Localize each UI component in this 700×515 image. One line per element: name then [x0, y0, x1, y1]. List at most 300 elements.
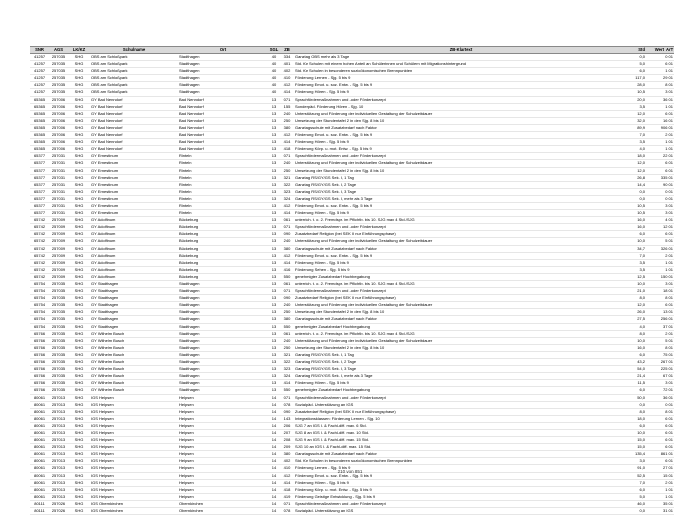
- cell-zb-klartext: Ganztag RS/GY/GS Sek. I, mehr als 3 Tage: [294, 373, 628, 380]
- table-row: [30, 188, 674, 195]
- cell-zb-klartext: Umsetzung der Stundentafel 2 in den Sjg. 8 bis 10: [294, 344, 628, 351]
- table-row: [30, 259, 674, 266]
- cell-schulname: GY Adolfinum: [90, 266, 178, 273]
- cell-zb-klartext: Umsetzung der Stundentafel 2 in den Sjg. 8 bis 10: [294, 167, 628, 174]
- cell-ags: 257031: [49, 181, 68, 188]
- cell-sgl: 13: [268, 245, 280, 252]
- cell-lkkz: SHG: [68, 217, 90, 224]
- cell-snr: 41257: [30, 54, 49, 61]
- cell-lkkz: SHG: [68, 139, 90, 146]
- cell-snr: 65365: [30, 139, 49, 146]
- cell-lkkz: SHG: [68, 387, 90, 394]
- cell-ags: 257026: [49, 508, 68, 515]
- table-row: [30, 75, 674, 82]
- cell-ags: 257035: [49, 61, 68, 68]
- cell-std: 16,0: [628, 217, 646, 224]
- cell-zb: 250: [280, 117, 294, 124]
- cell-ags: 257013: [49, 401, 68, 408]
- cell-lkkz: SHG: [68, 210, 90, 217]
- cell-wert-art: 12 01: [646, 224, 674, 231]
- cell-zb: 322: [280, 181, 294, 188]
- cell-snr: 65742: [30, 217, 49, 224]
- cell-snr: 65766: [30, 351, 49, 358]
- cell-sgl: 14: [268, 472, 280, 479]
- cell-ags: 257013: [49, 415, 68, 422]
- cell-ort: Bückeburg: [178, 245, 268, 252]
- cell-zb: 250: [280, 344, 294, 351]
- cell-zb-klartext: Unterstützung und Förderung der individuellen Gestaltung der Schulzeitdauer: [294, 238, 628, 245]
- cell-lkkz: SHG: [68, 153, 90, 160]
- cell-zb-klartext: Förderung Emot. u. soz. Entw. - Sjg. 5 bis 9: [294, 252, 628, 259]
- cell-zb-klartext: genehmigter Zusatzbedarf Hochbegabung: [294, 323, 628, 330]
- table-row: [30, 380, 674, 387]
- table-row: [30, 273, 674, 280]
- cell-ags: 257035: [49, 366, 68, 373]
- table-row: [30, 288, 674, 295]
- cell-ags: 257013: [49, 451, 68, 458]
- cell-lkkz: SHG: [68, 75, 90, 82]
- cell-zb: 250: [280, 309, 294, 316]
- cell-snr: 41257: [30, 82, 49, 89]
- table-row: [30, 210, 674, 217]
- table-row: [30, 479, 674, 486]
- cell-snr: 80061: [30, 451, 49, 458]
- cell-zb: 416: [280, 266, 294, 273]
- cell-zb-klartext: Ganztagsschule mit Zusatzbedarf nach Faktor: [294, 451, 628, 458]
- cell-snr: 80061: [30, 493, 49, 500]
- cell-std: 91,0: [628, 465, 646, 472]
- table-row: [30, 167, 674, 174]
- cell-wert-art: 6 01: [646, 458, 674, 465]
- cell-zb: 078: [280, 401, 294, 408]
- cell-snr: 65742: [30, 266, 49, 273]
- col-header-std: Std: [628, 47, 646, 54]
- cell-ort: Bad Nenndorf: [178, 110, 268, 117]
- cell-ort: Rinteln: [178, 153, 268, 160]
- table-row: [30, 195, 674, 202]
- cell-sgl: 13: [268, 231, 280, 238]
- cell-zb-klartext: Ganztag RS/GY/GS Sek. I, 3 Tage: [294, 366, 628, 373]
- cell-zb-klartext: Ganztag OBS mehr als 3 Tage: [294, 54, 628, 61]
- cell-schulname: IGS Helpsen: [90, 437, 178, 444]
- cell-lkkz: SHG: [68, 224, 90, 231]
- cell-lkkz: SHG: [68, 167, 90, 174]
- cell-zb: 207: [280, 429, 294, 436]
- cell-sgl: 13: [268, 224, 280, 231]
- cell-sgl: 14: [268, 401, 280, 408]
- table-row: [30, 394, 674, 401]
- table-row: [30, 245, 674, 252]
- cell-std: 12,5: [628, 273, 646, 280]
- cell-schulname: IGS Obernkirchen: [90, 508, 178, 515]
- cell-std: 8,0: [628, 295, 646, 302]
- cell-sgl: 14: [268, 422, 280, 429]
- cell-lkkz: SHG: [68, 195, 90, 202]
- cell-schulname: IGS Helpsen: [90, 465, 178, 472]
- cell-zb: 061: [280, 217, 294, 224]
- cell-ags: 257031: [49, 160, 68, 167]
- cell-schulname: OBS am Schloßpark: [90, 68, 178, 75]
- cell-lkkz: SHG: [68, 309, 90, 316]
- cell-snr: 65365: [30, 110, 49, 117]
- table-row: [30, 281, 674, 288]
- cell-wert-art: 67 01: [646, 373, 674, 380]
- cell-wert-art: 90 01: [646, 181, 674, 188]
- cell-sgl: 13: [268, 351, 280, 358]
- table-row: [30, 110, 674, 117]
- cell-zb-klartext: Ganztag RS/GY/GS Sek. I, 2 Tage: [294, 359, 628, 366]
- cell-snr: 65766: [30, 380, 49, 387]
- cell-sgl: 13: [268, 153, 280, 160]
- cell-ags: 257009: [49, 245, 68, 252]
- cell-std: 16,0: [628, 344, 646, 351]
- cell-lkkz: SHG: [68, 117, 90, 124]
- cell-zb-klartext: Unterstützung und Förderung der individuellen Gestaltung der Schulzeitdauer: [294, 337, 628, 344]
- col-header-zb-klartext: ZB-Klartext: [294, 47, 628, 54]
- cell-wert-art: 335 01: [646, 174, 674, 181]
- cell-std: 10,0: [628, 238, 646, 245]
- cell-sgl: 13: [268, 146, 280, 153]
- table-row: [30, 493, 674, 500]
- cell-lkkz: SHG: [68, 266, 90, 273]
- cell-sgl: 13: [268, 174, 280, 181]
- cell-std: 5,0: [628, 61, 646, 68]
- cell-ort: Rinteln: [178, 195, 268, 202]
- cell-ort: Helpsen: [178, 486, 268, 493]
- cell-zb-klartext: Std. für Schulen mit einem hohen Anteil an Schülerinnen und Schülern mit Migrationshintergrund: [294, 61, 628, 68]
- cell-ags: 257035: [49, 387, 68, 394]
- cell-schulname: GY Ernestinum: [90, 202, 178, 209]
- cell-sgl: 13: [268, 387, 280, 394]
- cell-ags: 257009: [49, 259, 68, 266]
- cell-wert-art: 0 01: [646, 54, 674, 61]
- cell-wert-art: 75 01: [646, 351, 674, 358]
- cell-sgl: 13: [268, 323, 280, 330]
- cell-zb: 240: [280, 160, 294, 167]
- cell-sgl: 13: [268, 117, 280, 124]
- cell-snr: 65377: [30, 181, 49, 188]
- table-row: [30, 344, 674, 351]
- cell-schulname: IGS Helpsen: [90, 408, 178, 415]
- cell-wert-art: 1 01: [646, 493, 674, 500]
- cell-sgl: 13: [268, 217, 280, 224]
- cell-wert-art: 8 01: [646, 295, 674, 302]
- cell-zb: 418: [280, 486, 294, 493]
- cell-sgl: 40: [268, 75, 280, 82]
- cell-sgl: 13: [268, 139, 280, 146]
- cell-zb-klartext: Förderung Körp. u. mot. Entw. - Sjg. 5 bis 9: [294, 486, 628, 493]
- cell-ags: 257035: [49, 351, 68, 358]
- col-header-wert: Wert: [646, 47, 665, 54]
- cell-ort: Rinteln: [178, 160, 268, 167]
- cell-ort: Bückeburg: [178, 231, 268, 238]
- cell-std: 0,0: [628, 508, 646, 515]
- cell-snr: 80061: [30, 437, 49, 444]
- cell-zb: 071: [280, 288, 294, 295]
- cell-ags: 257035: [49, 330, 68, 337]
- cell-ags: 257035: [49, 309, 68, 316]
- cell-schulname: GY Bad Nenndorf: [90, 96, 178, 103]
- cell-snr: 65365: [30, 103, 49, 110]
- cell-schulname: GY Bad Nenndorf: [90, 124, 178, 131]
- cell-ags: 257035: [49, 75, 68, 82]
- cell-std: 7,0: [628, 252, 646, 259]
- cell-ort: Stadthagen: [178, 288, 268, 295]
- cell-schulname: GY Wilhelm Busch: [90, 387, 178, 394]
- cell-std: 10,5: [628, 202, 646, 209]
- cell-ort: Helpsen: [178, 415, 268, 422]
- cell-schulname: GY Stadthagen: [90, 288, 178, 295]
- cell-zb-klartext: Std. für Schulen in besonderen sozioökonomischen Brennpunkten: [294, 68, 628, 75]
- cell-wert-art: 0 01: [646, 195, 674, 202]
- table-row: [30, 508, 674, 515]
- cell-zb: 090: [280, 231, 294, 238]
- cell-std: 18,0: [628, 153, 646, 160]
- cell-zb: 071: [280, 153, 294, 160]
- cell-sgl: 13: [268, 96, 280, 103]
- table-row: [30, 68, 674, 75]
- cell-zb-klartext: Förderung Hören - Sjg. 5 bis 9: [294, 139, 628, 146]
- cell-snr: 65766: [30, 359, 49, 366]
- cell-zb-klartext: Ganztag RS/GY/GS Sek. I, 2 Tage: [294, 181, 628, 188]
- cell-ags: 257009: [49, 273, 68, 280]
- cell-zb-klartext: Umsetzung der Stundentafel 2 in den Sjg. 8 bis 10: [294, 117, 628, 124]
- cell-wert-art: 6 01: [646, 444, 674, 451]
- cell-schulname: IGS Obernkirchen: [90, 500, 178, 507]
- cell-zb-klartext: SJG 10 an IGS I. & Fachl-diff. max. 15 Std.: [294, 444, 628, 451]
- table-row: [30, 401, 674, 408]
- cell-ags: 257035: [49, 68, 68, 75]
- cell-zb-klartext: Förderung Lernen - Sjg. 5 bis 9: [294, 75, 628, 82]
- cell-zb: 209: [280, 444, 294, 451]
- cell-schulname: IGS Helpsen: [90, 472, 178, 479]
- cell-schulname: GY Stadthagen: [90, 323, 178, 330]
- table-row: [30, 373, 674, 380]
- cell-lkkz: SHG: [68, 465, 90, 472]
- cell-wert-art: 29 01: [646, 75, 674, 82]
- cell-lkkz: SHG: [68, 394, 90, 401]
- col-header-schulname: Schulname: [90, 47, 178, 54]
- cell-ags: 257031: [49, 153, 68, 160]
- cell-zb: 380: [280, 316, 294, 323]
- cell-snr: 80061: [30, 408, 49, 415]
- cell-snr: 65754: [30, 288, 49, 295]
- cell-schulname: GY Stadthagen: [90, 281, 178, 288]
- table-row: [30, 89, 674, 96]
- cell-lkkz: SHG: [68, 472, 90, 479]
- cell-zb-klartext: unterrich. t. o. 2. Fremdspr. im Pflichtb. bis 10. SJG max 4 Std./SJG: [294, 281, 628, 288]
- cell-zb: 380: [280, 124, 294, 131]
- cell-std: 26,0: [628, 309, 646, 316]
- cell-std: 3,5: [628, 139, 646, 146]
- cell-ags: 257035: [49, 323, 68, 330]
- cell-snr: 65742: [30, 252, 49, 259]
- cell-zb: 321: [280, 174, 294, 181]
- cell-schulname: IGS Helpsen: [90, 493, 178, 500]
- cell-zb: 240: [280, 337, 294, 344]
- table-row: [30, 429, 674, 436]
- cell-snr: 41257: [30, 75, 49, 82]
- cell-wert-art: 6 01: [646, 160, 674, 167]
- cell-ags: 257031: [49, 167, 68, 174]
- cell-schulname: GY Bad Nenndorf: [90, 132, 178, 139]
- cell-ags: 257006: [49, 139, 68, 146]
- cell-std: 7,0: [628, 479, 646, 486]
- cell-snr: 41257: [30, 89, 49, 96]
- col-header-zb: ZB: [280, 47, 294, 54]
- cell-sgl: 13: [268, 181, 280, 188]
- cell-ort: Bad Nenndorf: [178, 146, 268, 153]
- cell-sgl: 13: [268, 273, 280, 280]
- cell-schulname: GY Wilhelm Busch: [90, 330, 178, 337]
- cell-sgl: 13: [268, 380, 280, 387]
- table-row: [30, 316, 674, 323]
- cell-ort: Bückeburg: [178, 238, 268, 245]
- data-table: [30, 46, 674, 515]
- cell-snr: 80061: [30, 472, 49, 479]
- cell-std: 15,0: [628, 437, 646, 444]
- cell-wert-art: 3 01: [646, 380, 674, 387]
- cell-snr: 65377: [30, 195, 49, 202]
- cell-schulname: GY Wilhelm Busch: [90, 337, 178, 344]
- cell-ags: 257013: [49, 465, 68, 472]
- table-row: [30, 181, 674, 188]
- cell-snr: 65766: [30, 344, 49, 351]
- cell-ort: Helpsen: [178, 479, 268, 486]
- cell-sgl: 13: [268, 259, 280, 266]
- cell-ags: 257006: [49, 146, 68, 153]
- cell-std: 54,0: [628, 366, 646, 373]
- cell-sgl: 14: [268, 479, 280, 486]
- cell-ags: 257031: [49, 202, 68, 209]
- table-row: [30, 366, 674, 373]
- cell-sgl: 13: [268, 302, 280, 309]
- cell-ags: 257035: [49, 380, 68, 387]
- table-row: [30, 224, 674, 231]
- cell-ort: Rinteln: [178, 167, 268, 174]
- table-row: [30, 330, 674, 337]
- col-header-ort: Ort: [178, 47, 268, 54]
- cell-std: 6,0: [628, 351, 646, 358]
- cell-schulname: GY Adolfinum: [90, 238, 178, 245]
- cell-std: 3,5: [628, 103, 646, 110]
- cell-zb-klartext: Förderung Emot. u. soz. Entw. - Sjg. 5 bis 9: [294, 82, 628, 89]
- cell-ags: 257035: [49, 344, 68, 351]
- cell-snr: 65742: [30, 224, 49, 231]
- cell-wert-art: 2 01: [646, 330, 674, 337]
- table-row: [30, 295, 674, 302]
- cell-schulname: GY Adolfinum: [90, 224, 178, 231]
- cell-std: 10,0: [628, 281, 646, 288]
- cell-zb-klartext: Ganztag RS/GY/GS Sek. I, 1 Tag: [294, 174, 628, 181]
- cell-ags: 257009: [49, 231, 68, 238]
- cell-lkkz: SHG: [68, 252, 90, 259]
- cell-lkkz: SHG: [68, 288, 90, 295]
- cell-schulname: IGS Helpsen: [90, 444, 178, 451]
- cell-ags: 257035: [49, 337, 68, 344]
- table-row: [30, 217, 674, 224]
- cell-zb-klartext: Ganztagsschule mit Zusatzbedarf nach Faktor: [294, 245, 628, 252]
- table-row: [30, 96, 674, 103]
- cell-schulname: GY Bad Nenndorf: [90, 110, 178, 117]
- table-row: [30, 302, 674, 309]
- table-row: [30, 202, 674, 209]
- table-row: [30, 444, 674, 451]
- cell-zb: 240: [280, 238, 294, 245]
- cell-std: 27,5: [628, 316, 646, 323]
- cell-zb: 412: [280, 472, 294, 479]
- cell-sgl: 14: [268, 508, 280, 515]
- cell-zb: 334: [280, 54, 294, 61]
- cell-snr: 65377: [30, 188, 49, 195]
- cell-schulname: GY Ernestinum: [90, 153, 178, 160]
- cell-std: 3,5: [628, 259, 646, 266]
- cell-ort: Stadthagen: [178, 295, 268, 302]
- table-row: [30, 415, 674, 422]
- cell-lkkz: SHG: [68, 415, 90, 422]
- cell-zb: 419: [280, 493, 294, 500]
- cell-sgl: 13: [268, 238, 280, 245]
- cell-ort: Stadthagen: [178, 302, 268, 309]
- cell-ort: Rinteln: [178, 188, 268, 195]
- cell-std: 3,5: [628, 266, 646, 273]
- cell-wert-art: 5 01: [646, 238, 674, 245]
- cell-sgl: 40: [268, 61, 280, 68]
- cell-ags: 257013: [49, 437, 68, 444]
- cell-ort: Stadthagen: [178, 68, 268, 75]
- cell-schulname: OBS am Schloßpark: [90, 54, 178, 61]
- table-row: [30, 61, 674, 68]
- table-row: [30, 139, 674, 146]
- cell-wert-art: 0 01: [646, 188, 674, 195]
- cell-lkkz: SHG: [68, 302, 90, 309]
- cell-zb-klartext: Förderung Emot. u. soz. Entw. - Sjg. 5 bis 9: [294, 202, 628, 209]
- cell-ags: 257031: [49, 188, 68, 195]
- table-row: [30, 458, 674, 465]
- cell-sgl: 13: [268, 281, 280, 288]
- cell-ags: 257006: [49, 96, 68, 103]
- table-row: [30, 387, 674, 394]
- table-row: [30, 82, 674, 89]
- cell-sgl: 13: [268, 103, 280, 110]
- cell-lkkz: SHG: [68, 110, 90, 117]
- cell-wert-art: 0 01: [646, 401, 674, 408]
- cell-ort: Bad Nenndorf: [178, 139, 268, 146]
- cell-ort: Stadthagen: [178, 316, 268, 323]
- cell-schulname: OBS am Schloßpark: [90, 75, 178, 82]
- cell-wert-art: 906 01: [646, 124, 674, 131]
- cell-zb-klartext: Ganztag RS/GY/GS Sek. I, 3 Tage: [294, 188, 628, 195]
- cell-snr: 80061: [30, 415, 49, 422]
- cell-ags: 257013: [49, 394, 68, 401]
- cell-sgl: 13: [268, 188, 280, 195]
- cell-sgl: 13: [268, 373, 280, 380]
- cell-zb-klartext: Umsetzung der Stundentafel 2 in den Sjg. 8 bis 10: [294, 309, 628, 316]
- cell-zb: 324: [280, 195, 294, 202]
- cell-wert-art: 326 01: [646, 245, 674, 252]
- cell-std: 8,0: [628, 408, 646, 415]
- cell-snr: 65742: [30, 245, 49, 252]
- cell-lkkz: SHG: [68, 188, 90, 195]
- cell-sgl: 14: [268, 415, 280, 422]
- cell-ort: Stadthagen: [178, 281, 268, 288]
- cell-zb-klartext: Förderung Hören - Sjg. 5 bis 9: [294, 89, 628, 96]
- cell-schulname: GY Ernestinum: [90, 160, 178, 167]
- cell-std: 21,0: [628, 288, 646, 295]
- cell-wert-art: 36 01: [646, 394, 674, 401]
- table-row: [30, 132, 674, 139]
- cell-zb: 410: [280, 465, 294, 472]
